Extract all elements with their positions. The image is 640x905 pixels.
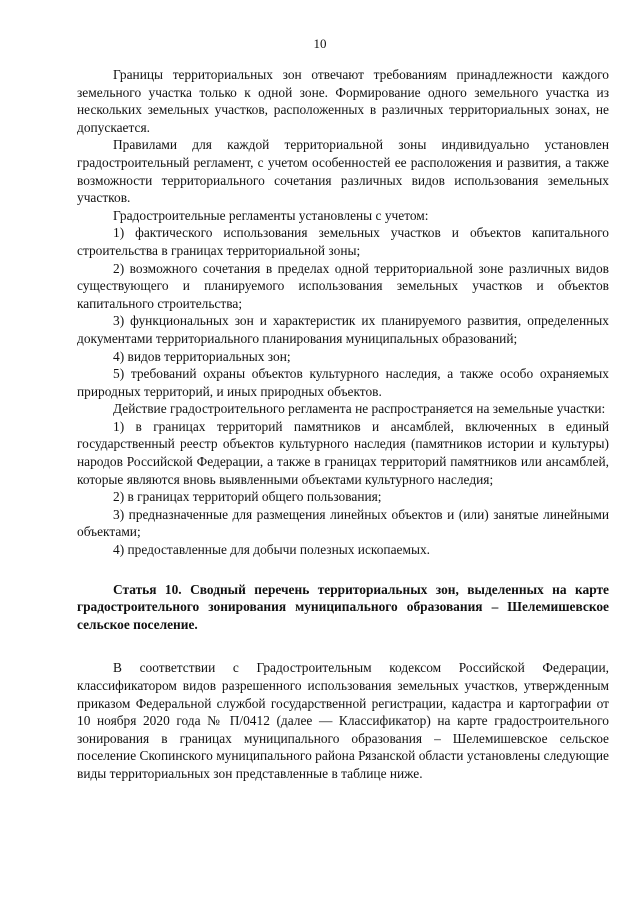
- paragraph: Правилами для каждой территориальной зоны индивидуально установлен градостроительный регламент, с учетом особенностей ее расположения и развития, а также возможности территориального сочетания различных видов использования земельных участков.: [77, 137, 609, 206]
- document-body: [77, 66, 609, 783]
- list-item: 2) в границах территорий общего пользования;: [113, 489, 382, 505]
- list-item: 4) видов территориальных зон;: [113, 348, 291, 364]
- list-item: 1) в границах территорий памятников и ансамблей, включенных в единый государственный реестр объектов культурного наследия (памятников истории и культуры) народов Российской Федерации, а также в границах территорий памятников или ансамблей, которые являются вновь выявленными объектами культурного наследия;: [77, 418, 609, 487]
- paragraph: Границы территориальных зон отвечают требованиям принадлежности каждого земельного участка только к одной зоне. Формирование одного земельного участка из нескольких земельных участков, расположенных в различных территориальных зонах, не допускается.: [77, 67, 609, 135]
- paragraph: Градостроительные регламенты установлены с учетом:: [113, 207, 429, 223]
- page-number: 10: [313, 36, 327, 51]
- list-item: 5) требований охраны объектов культурного наследия, а также особо охраняемых природных территорий, и иных природных объектов.: [77, 366, 609, 399]
- paragraph: В соответствии с Градостроительным кодексом Российской Федерации, классификатором видов разрешенного использования земельных участков, утвержденным приказом Федеральной службой государственной регистрации, кадастра и картографии от 10 ноября 2020 года № П/0412 (далее — Классификатор) на карте градостроительного зонирования в границах муниципального образования – Шелемишевское сельское поселение Скопинского муниципального района Рязанской области установлены следующие виды территориальных зон представленные в таблице ниже.: [77, 660, 609, 781]
- list-item: 3) предназначенные для размещения линейных объектов и (или) занятые линейными объектами;: [77, 506, 609, 540]
- paragraph: Действие градостроительного регламента не распространяется на земельные участки:: [113, 401, 606, 417]
- article-heading: Статья 10. Сводный перечень территориальных зон, выделенных на карте градостроительного зонирования муниципального образования – Шелемишевское сельское поселение.: [77, 581, 609, 632]
- list-item: 1) фактического использования земельных участков и объектов капитального строительства в границах территориальной зоны;: [77, 225, 609, 258]
- list-item: 3) функциональных зон и характеристик их планируемого развития, определенных документами территориального планирования муниципальных образований;: [77, 313, 609, 346]
- list-item: 4) предоставленные для добычи полезных ископаемых.: [113, 542, 431, 558]
- list-item: 2) возможного сочетания в пределах одной территориальной зоне различных видов существующего и планируемого использования земельных участков и объектов капитального строительства;: [77, 260, 609, 311]
